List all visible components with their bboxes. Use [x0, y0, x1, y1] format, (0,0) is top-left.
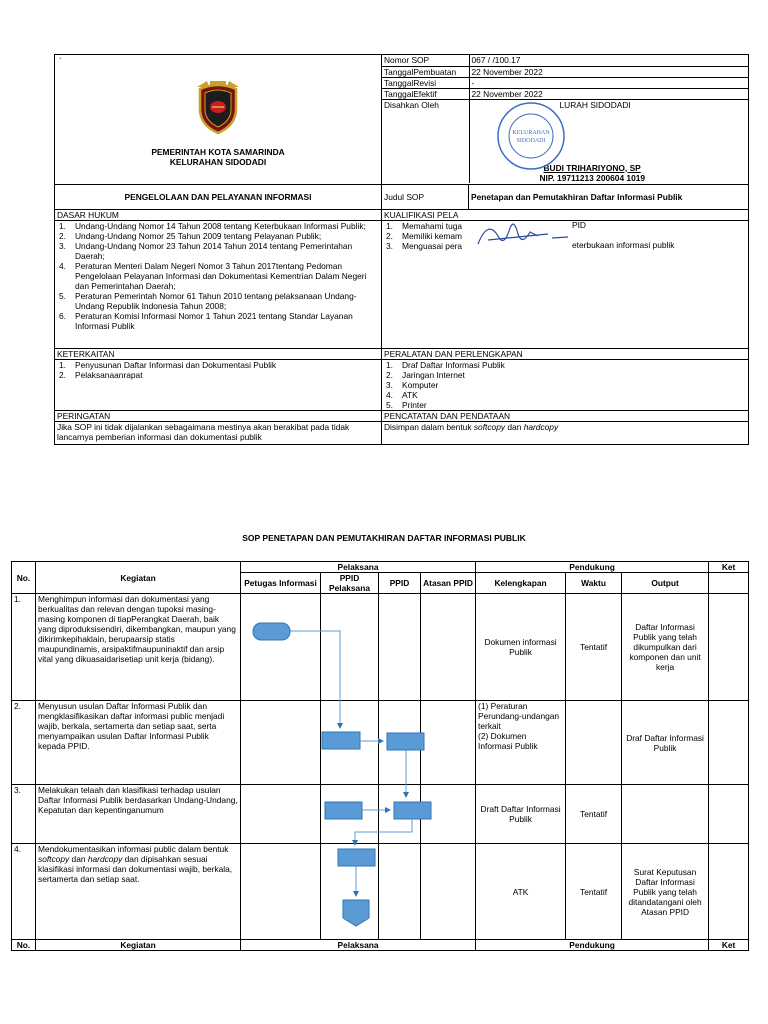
- keterkaitan-cell: [55, 349, 382, 411]
- col-kegiatan: Kegiatan: [36, 562, 241, 594]
- revisi-value: -: [469, 77, 749, 88]
- list-item: 6. Peraturan Komisi Informasi Nomor 1 Tahun 2021 tentang Standar Layanan Informasi Publik: [59, 311, 353, 331]
- org-name-line2: KELURAHAN SIDODADI: [169, 156, 267, 167]
- footer-pendukung: Pendukung: [476, 940, 709, 951]
- dasar-hukum-cell: [55, 210, 382, 349]
- list-item: 1. Penyusunan Daftar Informasi dan Dokumentasi Publik: [59, 360, 277, 370]
- footer-ket: Ket: [709, 940, 749, 951]
- signer-nip: NIP. 19711213 200604 1019: [539, 172, 646, 183]
- col-ket: Ket: [709, 562, 749, 573]
- row-no: 1.: [12, 594, 36, 701]
- row-output: [622, 785, 709, 844]
- judul-label: Judul SOP: [382, 185, 469, 210]
- dasar-hukum-list: [57, 221, 379, 331]
- dasar-hukum-title: DASAR HUKUM: [55, 210, 381, 221]
- row-output: Daftar Informasi Publik yang telah dikumpulkan dari komponen dan unit kerja: [622, 594, 709, 701]
- peringatan-text: Jika SOP ini tidak dijalankan sebagaimana mestinya akan berakibat pada tidak lancarnya pemberian informasi dan dokumentasi publik: [57, 422, 350, 442]
- list-item: 2. Pelaksanaanrapat: [59, 370, 143, 380]
- efektif-label: TanggalEfektif: [382, 88, 469, 99]
- kualifikasi-title: KUALIFIKASI PELA: [382, 210, 748, 221]
- row-waktu: [566, 701, 622, 785]
- row-no: 4.: [12, 844, 36, 940]
- sop-table-title: SOP PENETAPAN DAN PEMUTAKHIRAN DAFTAR INFORMASI PUBLIK: [242, 533, 526, 543]
- lurah-title: LURAH SIDODADI: [559, 99, 631, 110]
- list-item: (2) Dokumen Informasi Publik: [478, 731, 538, 751]
- list-item: 4. Peraturan Menteri Dalam Negeri Nomor 3 Tahun 2017tentang Pedoman Pengelolaan Pelayanan Informasi dan Dokumentasi Kementrian Dalam Negeri dan Pemerintahan Daerah;: [59, 261, 367, 291]
- row-kegiatan: Mendokumentasikan informasi public dalam bentuk softcopy dan hardcopy dan dipisahkan sesuai klasifikasi informasi dan dokumentasi wajib, berkala, sertamerta dan setiap saat.: [36, 844, 241, 940]
- col-pendukung: Pendukung: [476, 562, 709, 573]
- peringatan-title: PERINGATAN: [55, 411, 381, 422]
- footer-kegiatan: Kegiatan: [36, 940, 241, 951]
- row-output: Surat Keputusan Daftar Informasi Publik yang telah ditandatangani oleh Atasan PPID: [622, 844, 709, 940]
- official-stamp: [496, 101, 566, 171]
- list-item: 3. Undang-Undang Nomor 23 Tahun 2014 Tahun 2014 tentang Pemerintahan Daerah;: [59, 241, 353, 261]
- list-item: 1. Memahami tuga: [386, 221, 463, 231]
- col-pelaksana: Pelaksana: [241, 562, 476, 573]
- list-item: 5. Peraturan Pemerintah Nomor 61 Tahun 2010 tentang pelaksanaan Undang-Undang Republik Indonesia Tahun 2008;: [59, 291, 357, 311]
- footer-pelaksana: Pelaksana: [241, 940, 476, 951]
- stray-mark: `: [59, 56, 62, 66]
- pencatatan-text: Disimpan dalam bentuk softcopy dan hardcopy: [384, 422, 559, 432]
- table-row: [12, 701, 749, 785]
- kualifikasi-tail-1: PID: [572, 220, 586, 230]
- nomor-value: 067 / /100.17: [469, 55, 749, 66]
- list-item: 5. Printer: [386, 400, 427, 410]
- list-item: (1) Peraturan Perundang-undangan terkait: [478, 701, 560, 731]
- col-waktu: Waktu: [566, 573, 622, 594]
- table-row: [12, 594, 749, 701]
- pencatatan-title: PENCATATAN DAN PENDATAAN: [382, 411, 748, 422]
- col-kelengkapan: Kelengkapan: [476, 573, 566, 594]
- pembuatan-value: 22 November 2022: [469, 66, 749, 77]
- table-row: [12, 785, 749, 844]
- peralatan-list: [384, 360, 746, 410]
- list-item: 3. Komputer: [386, 380, 439, 390]
- signature: [468, 214, 578, 256]
- peralatan-title: PERALATAN DAN PERLENGKAPAN: [382, 349, 748, 360]
- footer-no: No.: [12, 940, 36, 951]
- table-row: [12, 844, 749, 940]
- kualifikasi-tail-3: eterbukaan informasi publik: [572, 240, 675, 250]
- row-kelengkapan: Dokumen informasi Publik: [476, 594, 566, 701]
- row-waktu: Tentatif: [566, 785, 622, 844]
- row-kegiatan: Menghimpun informasi dan dokumentasi yang berkualitas dan relevan dengan tupoksi masing-masing komponen di tiapPerangkat Daerah, baik yang diproduksisendiri, dikembangkan, maupun yang dikirimkepihaklain, berupaarsip statis maupundinamis, arsipaktifmaupuninaktif dan arsip vital yang dikuasaidarisetiap unit kerja (bidang).: [36, 594, 241, 701]
- list-item: 2. Memiliki kemam: [386, 231, 463, 241]
- col-output: Output: [622, 573, 709, 594]
- org-name-line1: PEMERINTAH KOTA SAMARINDA: [151, 146, 285, 157]
- stamp-text: KELURAHAN: [512, 130, 550, 136]
- col-petugas: Petugas Informasi: [241, 573, 321, 594]
- sop-identity-table: [54, 54, 749, 445]
- judul-value: Penetapan dan Pemutakhiran Daftar Informasi Publik: [469, 185, 749, 210]
- pencatatan-cell: [382, 411, 749, 445]
- section-title: PENGELOLAAN DAN PELAYANAN INFORMASI: [55, 185, 382, 210]
- row-waktu: Tentatif: [566, 594, 622, 701]
- row-kelengkapan: [476, 701, 566, 785]
- keterkaitan-list: [57, 360, 379, 380]
- row-waktu: Tentatif: [566, 844, 622, 940]
- disahkan-label: Disahkan Oleh: [382, 99, 469, 183]
- peringatan-cell: [55, 411, 382, 445]
- list-item: 4. ATK: [386, 390, 418, 400]
- signer-name: BUDI TRIHARIYONO, SP: [543, 162, 641, 173]
- row-no: 2.: [12, 701, 36, 785]
- efektif-value: 22 November 2022: [469, 88, 749, 99]
- row-kegiatan: Menyusun usulan Daftar Informasi Publik dan mengklasifikasikan daftar informasi public menjadi wajib, berkala, sertamerta dan setiap saat, serta menyampaikan usulan Daftar Informasi Publik kepada PPID.: [36, 701, 241, 785]
- samarinda-crest-logo: [195, 79, 241, 135]
- col-no: No.: [12, 562, 36, 594]
- list-item: 1. Draf Daftar Informasi Publik: [386, 360, 505, 370]
- list-item: 3. Menguasai pera: [386, 241, 463, 251]
- revisi-label: TanggalRevisi: [382, 77, 469, 88]
- svg-text:SIDODADI: SIDODADI: [516, 138, 546, 144]
- col-atasan: Atasan PPID: [421, 573, 476, 594]
- sop-flow-table: [11, 561, 749, 951]
- pembuatan-label: TanggalPembuatan: [382, 66, 469, 77]
- peralatan-cell: [382, 349, 749, 411]
- row-kelengkapan: ATK: [476, 844, 566, 940]
- row-output: Draf Daftar Informasi Publik: [622, 701, 709, 785]
- list-item: 2. Undang-Undang Nomor 25 Tahun 2009 tentang Pelayanan Publik;: [59, 231, 322, 241]
- col-ppid-pelaksana: PPID Pelaksana: [321, 573, 379, 594]
- list-item: 1. Undang-Undang Nomor 14 Tahun 2008 tentang Keterbukaan Informasi Publik;: [59, 221, 366, 231]
- row-no: 3.: [12, 785, 36, 844]
- row-kegiatan: Melakukan telaah dan klasifikasi terhadap usulan Daftar Informasi Publik berdasarkan Undang-Undang, Kepatutan dan kepentinganumum: [36, 785, 241, 844]
- keterkaitan-title: KETERKAITAN: [55, 349, 381, 360]
- nomor-label: Nomor SOP: [382, 55, 469, 66]
- row-kelengkapan: Draft Daftar Informasi Publik: [476, 785, 566, 844]
- col-ppid: PPID: [379, 573, 421, 594]
- list-item: 2. Jaringan Internet: [386, 370, 465, 380]
- header-cell: [55, 55, 382, 185]
